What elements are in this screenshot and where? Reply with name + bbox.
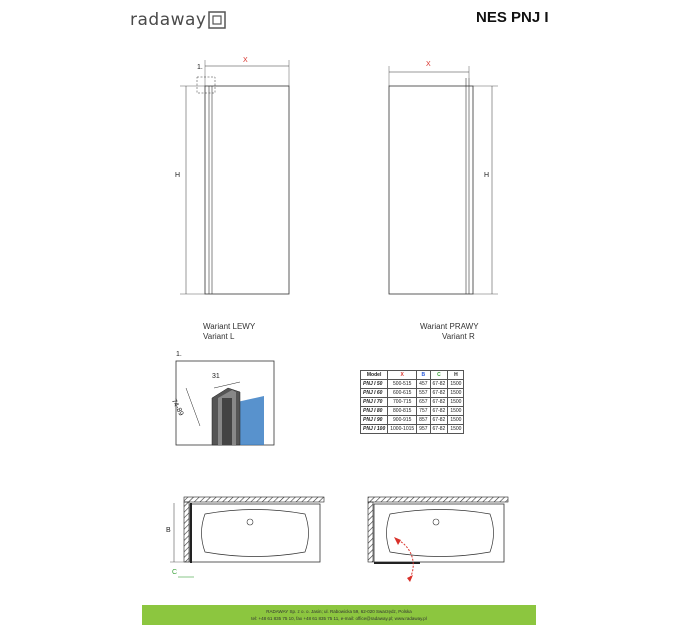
brand-logo-icon: [209, 12, 225, 28]
table-header-model: Model: [361, 371, 388, 380]
variant-left-label: [203, 322, 255, 342]
table-cell: 1500: [448, 407, 464, 416]
table-cell-model: PNJ I 80: [361, 407, 388, 416]
table-row: [361, 416, 464, 425]
table-cell: 67-82: [430, 380, 448, 389]
table-cell: 800-815: [388, 407, 417, 416]
table-cell: 757: [417, 407, 430, 416]
variant-right-en: Variant R: [442, 332, 475, 341]
profile-detail-drawing: [176, 361, 274, 445]
detail-dim-top: 31: [212, 373, 220, 380]
table-cell: 1500: [448, 398, 464, 407]
table-row: [361, 389, 464, 398]
table-cell: 557: [417, 389, 430, 398]
table-cell: 67-82: [430, 416, 448, 425]
table-cell: 600-615: [388, 389, 417, 398]
table-cell: 857: [417, 416, 430, 425]
table-cell: 67-82: [430, 425, 448, 434]
variant-left-en: Variant L: [203, 332, 235, 341]
dimension-table: [360, 370, 464, 434]
table-header-h: H: [448, 371, 464, 380]
table-header-b: B: [417, 371, 430, 380]
table-row: [361, 398, 464, 407]
table-row: [361, 380, 464, 389]
detail-marker: 1.: [176, 351, 182, 358]
left-width-label: X: [243, 57, 248, 64]
table-cell: 957: [417, 425, 430, 434]
table-cell: 1500: [448, 389, 464, 398]
table-cell: 67-82: [430, 398, 448, 407]
right-height-label: H: [484, 172, 490, 179]
table-cell: 457: [417, 380, 430, 389]
table-cell: 700-715: [388, 398, 417, 407]
plan-view-right: [368, 497, 508, 582]
table-cell: 500-515: [388, 380, 417, 389]
table-cell: 1500: [448, 425, 464, 434]
right-elevation-drawing: [389, 66, 498, 294]
brand-logo-text: radaway: [130, 10, 207, 30]
table-cell: 900-915: [388, 416, 417, 425]
table-header-row: [361, 371, 464, 380]
table-cell: 1500: [448, 380, 464, 389]
plan-dim-c: C: [172, 569, 178, 576]
right-width-label: X: [426, 61, 431, 68]
variant-right-label: [420, 322, 479, 342]
variant-right-pl: Wariant PRAWY: [420, 322, 479, 331]
detail-dim-side: 74-89: [169, 398, 185, 418]
variant-left-pl: Wariant LEWY: [203, 322, 256, 331]
table-cell: 1500: [448, 416, 464, 425]
plan-dim-b: B: [166, 527, 171, 534]
table-cell-model: PNJ I 100: [361, 425, 388, 434]
table-header-c: C: [430, 371, 448, 380]
table-cell: 1000-1015: [388, 425, 417, 434]
table-cell-model: PNJ I 90: [361, 416, 388, 425]
table-cell-model: PNJ I 70: [361, 398, 388, 407]
table-row: [361, 425, 464, 434]
left-elevation-drawing: [180, 60, 289, 294]
left-height-label: H: [175, 172, 181, 179]
footer-address: RADAWAY Sp. z o. o. Jasin; ul. Rabowicka 59, 62-020 Swarzędz, Polska: [266, 609, 412, 614]
table-row: [361, 407, 464, 416]
table-cell: 67-82: [430, 407, 448, 416]
table-header-x: X: [388, 371, 417, 380]
footer-contact: tel: +48 61 835 75 10, fax +48 61 835 75 11, e-mail: office@radaway.pl; www.radaway.pl: [251, 616, 427, 621]
table-cell: 67-82: [430, 389, 448, 398]
left-detail-marker: 1.: [197, 64, 203, 71]
table-cell: 657: [417, 398, 430, 407]
table-cell-model: PNJ I 50: [361, 380, 388, 389]
footer-bar: [142, 605, 536, 625]
table-cell-model: PNJ I 60: [361, 389, 388, 398]
plan-view-left: [170, 497, 324, 577]
product-title: NES PNJ I: [476, 9, 549, 26]
